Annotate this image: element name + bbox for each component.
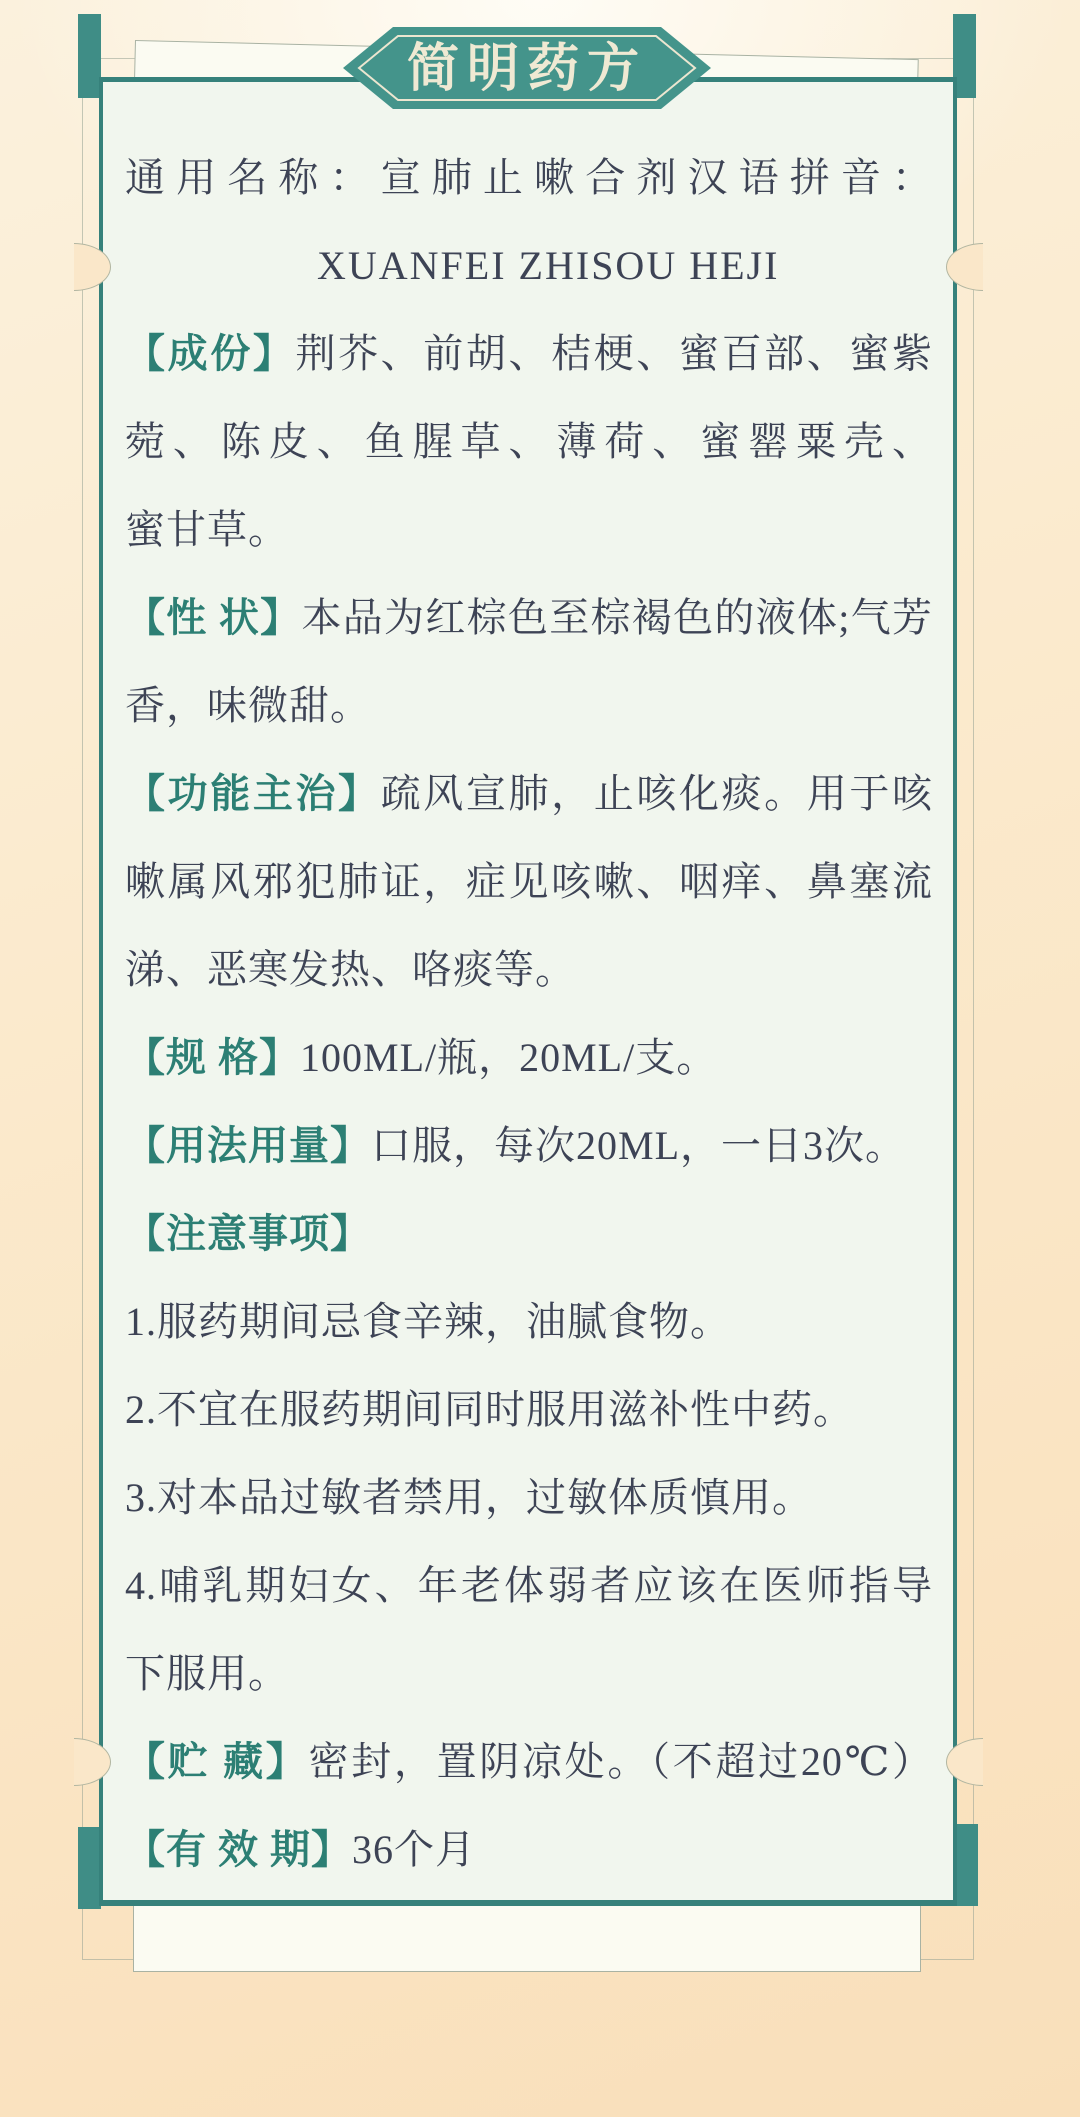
title-badge	[343, 24, 711, 112]
properties-text-1: 本品为红棕色至棕褐色的液体;气芳	[301, 595, 933, 640]
functions-line-2	[125, 838, 933, 926]
section-label-properties: 【性 状】	[125, 595, 302, 640]
precaution-text-2: 2.不宜在服药期间同时服用滋补性中药。	[125, 1387, 854, 1432]
properties-line-2	[125, 662, 933, 750]
section-label-storage: 【贮 藏】	[125, 1739, 309, 1784]
functions-line-1	[125, 750, 933, 838]
spec-text: 100ML/瓶，20ML/支。	[300, 1035, 718, 1080]
section-label-precautions: 【注意事项】	[125, 1211, 371, 1256]
section-label-ingredients: 【成份】	[125, 331, 296, 376]
properties-text-2: 香，味微甜。	[125, 683, 371, 728]
ingredients-text-1: 荆芥、前胡、桔梗、蜜百部、蜜紫	[295, 331, 934, 376]
dosage-line	[125, 1102, 933, 1190]
validity-text: 36个月	[352, 1827, 476, 1872]
ingredients-line-1	[125, 310, 933, 398]
ingredients-line-3	[125, 486, 933, 574]
ingredients-line-2	[125, 398, 933, 486]
dosage-text: 口服，每次20ML，一日3次。	[371, 1123, 906, 1168]
corner-bar-bottom-left	[78, 1827, 101, 1909]
ingredients-text-3: 蜜甘草。	[125, 507, 289, 552]
section-label-dosage: 【用法用量】	[125, 1123, 371, 1168]
pinyin-text: XUANFEI ZHISOU HEJI	[317, 243, 780, 288]
precaution-item-1	[125, 1278, 933, 1366]
info-card	[99, 77, 957, 1906]
properties-line-1	[125, 574, 933, 662]
validity-line	[125, 1806, 933, 1894]
storage-line	[125, 1718, 933, 1806]
section-label-spec: 【规 格】	[125, 1035, 300, 1080]
corner-bar-bottom-right	[955, 1824, 978, 1906]
storage-text: 密封，置阴凉处。（不超过20℃）	[308, 1739, 934, 1784]
precaution-item-4	[125, 1542, 933, 1630]
generic-name-line	[125, 134, 933, 222]
functions-line-3	[125, 926, 933, 1014]
badge-title-text: 简明药方	[406, 41, 648, 98]
spec-line	[125, 1014, 933, 1102]
functions-text-1: 疏风宣肺，止咳化痰。用于咳	[380, 771, 934, 816]
precaution-text-1: 1.服药期间忌食辛辣，油腻食物。	[125, 1299, 731, 1344]
precaution-text-4: 4.哺乳期妇女、年老体弱者应该在医师指导	[125, 1563, 933, 1608]
section-label-functions: 【功能主治】	[125, 771, 381, 816]
precaution-item-2	[125, 1366, 933, 1454]
precaution-item-3	[125, 1454, 933, 1542]
precautions-title-line	[125, 1190, 933, 1278]
precaution-text-4-cont: 下服用。	[125, 1651, 289, 1696]
precaution-item-4-cont	[125, 1630, 933, 1718]
precaution-text-3: 3.对本品过敏者禁用，过敏体质慎用。	[125, 1475, 813, 1520]
corner-bar-top-left	[78, 14, 101, 98]
generic-name-text: 通用名称：宣肺止嗽合剂汉语拼音：	[125, 155, 933, 200]
pinyin-line	[125, 222, 933, 310]
ingredients-text-2: 菀、陈皮、鱼腥草、薄荷、蜜罂粟壳、	[125, 419, 933, 464]
functions-text-3: 涕、恶寒发热、咯痰等。	[125, 947, 576, 992]
stacked-sheet-bottom	[133, 1898, 921, 1972]
section-label-validity: 【有 效 期】	[125, 1827, 352, 1872]
title-badge-shape	[343, 24, 711, 112]
functions-text-2: 嗽属风邪犯肺证，症见咳嗽、咽痒、鼻塞流	[125, 859, 933, 904]
